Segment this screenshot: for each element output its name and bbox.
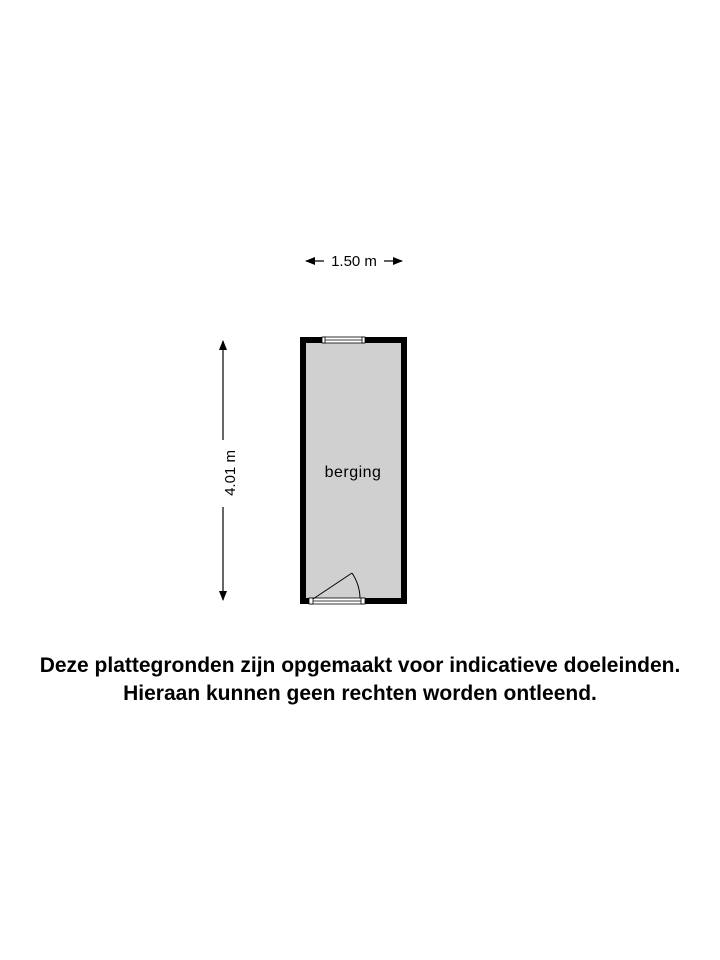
height-dimension [222, 341, 239, 600]
height-dimension-label: 4.01 m [222, 450, 239, 496]
width-dimension [306, 253, 402, 270]
width-dimension-label: 1.50 m [331, 253, 377, 270]
window-top [322, 337, 365, 343]
room-berging [300, 337, 407, 604]
disclaimer-line-2: Hieraan kunnen geen rechten worden ontleend. [123, 682, 597, 705]
disclaimer-line-1: Deze plattegronden zijn opgemaakt voor indicatieve doeleinden. [39, 654, 681, 677]
room-label: berging [324, 464, 382, 481]
